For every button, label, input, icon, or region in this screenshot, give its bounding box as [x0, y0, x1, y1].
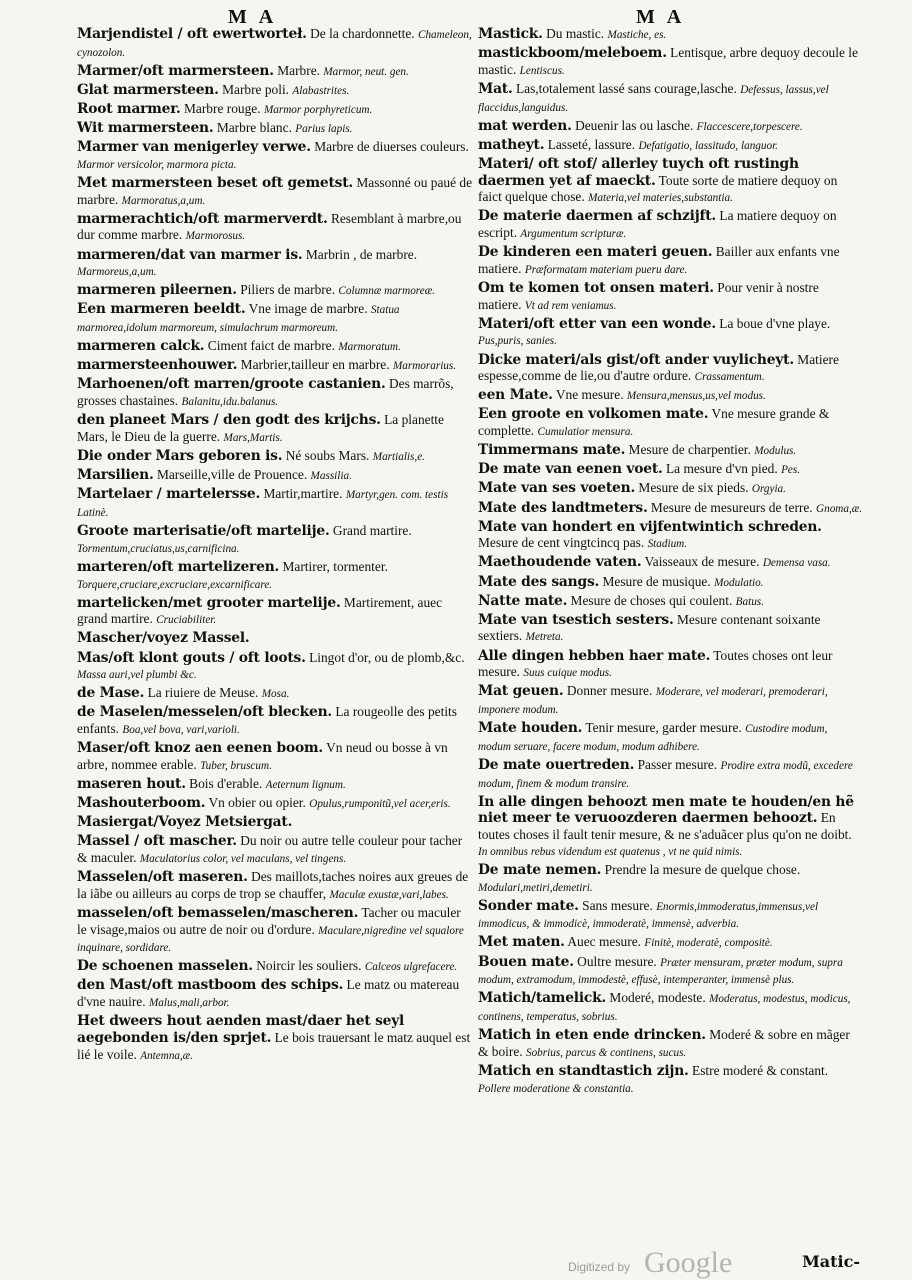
dictionary-entry	[77, 1013, 473, 1064]
entry-french: Vne image de marbre.	[248, 301, 368, 317]
entry-headword: De mate nemen.	[478, 861, 602, 878]
entry-latin: Statua marmorea,idolum marmoreum, simulachrum marmoreum.	[77, 304, 400, 335]
dictionary-entry	[478, 648, 862, 682]
entry-latin: Metreta.	[525, 631, 564, 644]
entry-latin: Crassamentum.	[694, 371, 765, 384]
dictionary-entry	[77, 120, 473, 138]
dictionary-entry	[478, 406, 862, 440]
dictionary-entry	[77, 338, 473, 356]
entry-headword: Mat.	[478, 80, 513, 97]
entry-headword: een Mate.	[478, 387, 553, 404]
entry-headword: marmerachtich/oft marmerverdt.	[77, 210, 328, 227]
entry-french: Bois d'erable.	[189, 775, 263, 791]
entry-headword: In alle dingen behoozt men mate te houden/en hẽ niet meer te veruoozderen daermen behoozt.	[478, 793, 854, 827]
dictionary-entry	[478, 593, 862, 611]
dictionary-entry	[478, 720, 862, 755]
entry-headword: Mastick.	[478, 26, 543, 42]
entry-latin: Alabastrites.	[292, 84, 350, 97]
entry-french: Vn obier ou opier.	[208, 795, 306, 811]
entry-french: Moderé & sobre en mãger & boire.	[478, 1027, 850, 1059]
entry-french: Mesure de musique.	[602, 573, 711, 589]
entry-headword: maseren hout.	[77, 775, 186, 792]
dictionary-entry	[77, 247, 473, 281]
entry-french: Noircir les souliers.	[256, 958, 362, 974]
entry-headword: Een groote en volkomen mate.	[478, 406, 709, 423]
dictionary-entry	[478, 387, 862, 405]
dictionary-entry	[77, 740, 473, 774]
header-right: M A	[636, 6, 686, 28]
dictionary-entry	[77, 650, 473, 684]
entry-latin: Gnoma,æ.	[816, 502, 863, 515]
entry-headword: Die onder Mars geboren is.	[77, 448, 283, 465]
dictionary-entry	[77, 486, 473, 521]
entry-headword: Mascher/voyez Massel.	[77, 630, 250, 647]
dictionary-entry	[77, 958, 473, 976]
left-column	[77, 26, 473, 1066]
entry-french: Mesure de choses qui coulent.	[570, 592, 733, 608]
dictionary-entry	[77, 523, 473, 557]
entry-headword: Mat geuen.	[478, 683, 564, 700]
entry-french: Marbre de diuerses couleurs.	[314, 139, 469, 155]
entry-headword: Mashouterboom.	[77, 795, 206, 812]
entry-headword: Een marmeren beeldt.	[77, 301, 246, 318]
entry-french: Marbre rouge.	[184, 100, 261, 116]
entry-headword: Martelaer / martelersse.	[77, 486, 261, 503]
entry-headword: mat werden.	[478, 117, 572, 134]
entry-french: La planette Mars, le Dieu de la guerre.	[77, 412, 444, 444]
dictionary-entry	[77, 905, 473, 957]
entry-french: Mesure de mesureurs de terre.	[650, 499, 813, 515]
header-left: M A	[228, 6, 278, 28]
entry-headword: Marsilien.	[77, 467, 154, 484]
entry-latin: Batus.	[735, 595, 764, 608]
dictionary-entry	[478, 554, 862, 572]
entry-french: Toutes choses ont leur mesure.	[478, 647, 833, 680]
dictionary-entry	[478, 990, 862, 1025]
entry-latin: Sobrius, parcus & continens, sucus.	[525, 1046, 687, 1059]
dictionary-entry	[478, 156, 862, 207]
entry-latin: Stadium.	[647, 538, 688, 551]
entry-latin: Modulari,metiri,demetiri.	[478, 881, 593, 894]
entry-french: Piliers de marbre.	[240, 282, 336, 298]
dictionary-entry	[77, 704, 473, 738]
entry-latin: Marmoratus,a,um.	[121, 194, 206, 207]
entry-headword: Mate van hondert en vijfentwintich schreden.	[478, 518, 822, 535]
dictionary-entry	[478, 519, 862, 553]
dictionary-entry	[77, 211, 473, 245]
entry-french: Marbre.	[277, 62, 320, 78]
entry-french: Donner mesure.	[566, 683, 653, 699]
dictionary-entry	[77, 833, 473, 867]
entry-french: Lingot d'or, ou de plomb,&c.	[309, 649, 465, 665]
entry-latin: Chameleon, cynozolon.	[77, 29, 472, 59]
digitized-by-text: Digitized by	[568, 1260, 631, 1274]
entry-french: Le bois trauersant le matz auquel est lié le voile.	[77, 1029, 471, 1062]
entry-latin: Massa auri,vel plumbi &c.	[77, 669, 197, 682]
entry-headword: Marmer van menigerley verwe.	[77, 139, 311, 156]
entry-french: Mesure de charpentier.	[628, 442, 751, 458]
dictionary-entry	[77, 795, 473, 813]
entry-french: Martirer, tormenter.	[282, 558, 388, 574]
entry-headword: Maethoudende vaten.	[478, 554, 642, 571]
dictionary-entry	[478, 1027, 862, 1061]
entry-headword: Groote marterisatie/oft martelije.	[77, 523, 330, 540]
entry-latin: Balanitu,idu.balanus.	[181, 396, 279, 409]
dictionary-entry	[478, 862, 862, 896]
entry-latin: Tuber, bruscum.	[200, 759, 272, 772]
entry-french: Pour venir à nostre matiere.	[478, 279, 819, 312]
entry-french: Des maillots,taches noires aux greues de la iãbe ou ailleurs au corps de trop se chauffer,	[77, 869, 469, 901]
entry-french: Matiere espesse,comme de lie,ou d'autre ordure.	[478, 351, 839, 384]
entry-french: Mesure contenant soixante sextiers.	[478, 611, 821, 644]
entry-french: Ciment faict de marbre.	[207, 338, 335, 354]
entry-headword: matheyt.	[478, 136, 545, 153]
entry-french: Lasseté, lassure.	[547, 136, 636, 152]
entry-latin: Aeternum lignum.	[265, 778, 346, 791]
entry-latin: Marmorarius.	[392, 360, 457, 373]
entry-headword: De mate van eenen voet.	[478, 461, 663, 478]
entry-french: Sans mesure.	[582, 897, 653, 913]
dictionary-entry	[478, 500, 862, 518]
dictionary-entry	[77, 448, 473, 466]
entry-french: Né soubs Mars.	[285, 448, 370, 464]
entry-french: Moderé, modeste.	[609, 990, 706, 1006]
entry-french: Marseille,ville de Prouence.	[156, 467, 308, 483]
entry-french: Tenir mesure, garder mesure.	[585, 720, 742, 736]
dictionary-entry	[77, 26, 473, 61]
entry-headword: Dicke materi/als gist/oft ander vuylicheyt.	[478, 351, 794, 368]
entry-latin: Enormis,immoderatus,immensus,vel immodicus, & immodicè, immoderatè, immensè, adverbia.	[478, 900, 819, 931]
dictionary-entry	[77, 139, 473, 173]
entry-headword: Alle dingen hebben haer mate.	[478, 647, 711, 664]
running-header	[0, 6, 912, 26]
entry-french: Le matz ou matereau d'vne nauire.	[77, 977, 460, 1010]
entry-french: Estre moderé & constant.	[692, 1062, 829, 1078]
entry-latin: Marmor versicolor, marmora picta.	[77, 158, 237, 171]
entry-french: Mesure de six pieds.	[638, 480, 749, 496]
dictionary-entry	[77, 977, 473, 1011]
entry-headword: den Mast/oft mastboom des schips.	[77, 977, 344, 994]
dictionary-entry	[478, 137, 862, 155]
entry-headword: Glat marmersteen.	[77, 81, 219, 98]
entry-headword: De mate ouertreden.	[478, 756, 635, 773]
dictionary-entry	[77, 63, 473, 81]
entry-latin: Argumentum scripturæ.	[520, 228, 627, 241]
entry-french: Martir,martire.	[263, 486, 343, 502]
entry-french: Tacher ou maculer le visage,maios ou autre de noir ou d'ordure.	[77, 904, 461, 937]
entry-french: Vne mesure.	[555, 387, 624, 403]
entry-french: Marbrier,tailleur en marbre.	[240, 357, 390, 373]
catchword: Matic-	[802, 1252, 860, 1271]
entry-latin: Marmoreus,a,um.	[77, 266, 157, 279]
entry-latin: Defatigatio, lassitudo, languor.	[638, 139, 778, 152]
entry-headword: marteren/oft martelizeren.	[77, 558, 280, 575]
dictionary-entry	[478, 352, 862, 386]
entry-headword: De materie daermen af schzijft.	[478, 208, 717, 225]
dictionary-entry	[478, 757, 862, 792]
entry-latin: In omnibus rebus videndum est quatenus , vt ne quid nimis.	[478, 845, 743, 858]
entry-headword: Het dweers hout aenden mast/daer het seyl aegebonden is/den sprjet.	[77, 1013, 405, 1046]
entry-latin: Pollere moderatione & constantia.	[478, 1082, 634, 1095]
entry-french: Vaisseaux de mesure.	[644, 554, 760, 570]
entry-french: Martirement, auec grand martire.	[77, 594, 443, 627]
entry-french: La boue d'vne playe.	[719, 315, 831, 331]
entry-latin: Vt ad rem veniamus.	[524, 299, 617, 312]
entry-headword: mastickboom/meleboem.	[478, 45, 667, 62]
entry-latin: Modulatio.	[714, 576, 764, 589]
entry-headword: Met maten.	[478, 934, 565, 951]
entry-french: La rougeolle des petits enfants.	[77, 704, 457, 737]
entry-french: Des marrõs, grosses chastaines.	[77, 376, 454, 409]
entry-french: Marbrin , de marbre.	[305, 246, 418, 262]
entry-latin: Parius lapis.	[295, 123, 353, 136]
entry-headword: Mate houden.	[478, 720, 583, 737]
entry-headword: Marhoenen/oft marren/groote castanien.	[77, 376, 386, 393]
entry-latin: Moderare, vel moderari, premoderari, imponere modum.	[478, 686, 828, 716]
entry-headword: Materi/ oft stof/ allerley tuych oft rustingh daermen yet af maeckt.	[478, 155, 799, 189]
entry-latin: Mars,Martis.	[223, 431, 283, 444]
entry-latin: Cruciabiliter.	[156, 614, 217, 627]
entry-latin: Marmorosus.	[185, 230, 246, 243]
entry-latin: Mensura,mensus,us,vel modus.	[626, 390, 766, 403]
entry-latin: Tormentum,cruciatus,us,carnificina.	[77, 542, 240, 555]
entry-headword: Matich/tamelick.	[478, 990, 607, 1007]
entry-french: Mesure de cent vingtcincq pas.	[478, 535, 645, 551]
entry-headword: Mas/oft klont gouts / oft loots.	[77, 649, 306, 666]
entry-latin: Marmoratum.	[338, 341, 401, 354]
entry-french: Toute sorte de matiere dequoy on faict quelque chose.	[478, 172, 838, 205]
entry-headword: Bouen mate.	[478, 953, 574, 970]
entry-french: Du mastic.	[546, 26, 605, 41]
entry-latin: Boa,vel bova, vari,varioli.	[122, 724, 240, 737]
dictionary-entry	[77, 869, 473, 903]
entry-latin: Marmor, neut. gen.	[323, 65, 409, 78]
dictionary-entry	[478, 954, 862, 989]
entry-headword: marmeren/dat van marmer is.	[77, 246, 303, 263]
entry-french: La riuiere de Meuse.	[147, 685, 259, 701]
entry-headword: Marjendistel / oft ewertworteł.	[77, 26, 307, 42]
entry-latin: Orgyia.	[751, 483, 786, 496]
entry-headword: De kinderen een materi geuen.	[478, 244, 713, 261]
entry-french: Resemblant à marbre,ou dur comme marbre.	[77, 210, 462, 243]
entry-headword: Mate des sangs.	[478, 573, 600, 590]
entry-french: Deuenir las ou lasche.	[575, 117, 694, 133]
entry-headword: Matich in eten ende drincken.	[478, 1027, 706, 1044]
dictionary-entry	[77, 559, 473, 593]
entry-latin: Lentiscus.	[519, 64, 565, 77]
entry-headword: Sonder mate.	[478, 897, 579, 914]
entry-headword: Wit marmersteen.	[77, 120, 214, 137]
entry-latin: Moderatus, modestus, modicus, continens, temperatus, sobrius.	[478, 993, 851, 1024]
entry-french: Auec mesure.	[567, 934, 641, 950]
dictionary-entry	[77, 814, 473, 832]
dictionary-entry	[478, 26, 862, 44]
dictionary-entry	[478, 280, 862, 314]
entry-latin: Defessus, lassus,vel flaccidus,languidus.	[478, 83, 829, 114]
entry-headword: Massel / oft mascher.	[77, 833, 237, 850]
entry-latin: Cumulatior mensura.	[537, 426, 634, 439]
entry-headword: Mate van ses voeten.	[478, 480, 636, 497]
entry-french: De la chardonnette.	[310, 26, 415, 41]
dictionary-entry	[478, 898, 862, 933]
entry-latin: Maculare,nigredine vel squalore inquinare, sordidare.	[77, 924, 464, 955]
entry-latin: Suus cuique modus.	[523, 667, 612, 680]
entry-latin: Materia,vel materies,substantia.	[588, 192, 733, 205]
entry-headword: Masselen/oft maseren.	[77, 869, 248, 886]
dictionary-entry	[77, 82, 473, 100]
entry-latin: Martyr,gen. com. testis Latinè.	[77, 489, 449, 519]
entry-french: Oultre mesure.	[577, 953, 657, 969]
dictionary-entry	[77, 776, 473, 794]
entry-headword: Mate van tsestich sesters.	[478, 611, 674, 628]
entry-french: Vn neud ou bosse à vn arbre, nommee erable.	[77, 740, 448, 772]
entry-french: Las,totalement lassé sans courage,lasche.	[515, 80, 737, 96]
google-logo-text: Google	[644, 1246, 733, 1279]
entry-french: Vne mesure grande & complette.	[478, 406, 830, 439]
entry-french: Bailler aux enfants vne matiere.	[478, 244, 840, 276]
entry-headword: marmeren calck.	[77, 338, 205, 355]
entry-french: Prendre la mesure de quelque chose.	[604, 861, 801, 877]
dictionary-entry	[478, 794, 862, 861]
entry-headword: Mate des landtmeters.	[478, 499, 648, 516]
entry-headword: de Maselen/messelen/oft blecken.	[77, 704, 333, 721]
dictionary-entry	[478, 316, 862, 350]
entry-headword: martelicken/met grooter martelije.	[77, 594, 341, 611]
entry-headword: De schoenen masselen.	[77, 958, 253, 975]
entry-french: Grand martire.	[332, 523, 412, 539]
dictionary-entry	[478, 45, 862, 79]
dictionary-entry	[478, 574, 862, 592]
entry-headword: de Mase.	[77, 685, 145, 702]
digitized-watermark	[568, 1248, 768, 1278]
entry-latin: Maculatorius color, vel maculans, vel tingens.	[139, 852, 347, 865]
dictionary-entry	[478, 683, 862, 718]
dictionary-entry	[478, 461, 862, 479]
entry-latin: Mastiche, es.	[607, 29, 667, 41]
dictionary-entry	[77, 357, 473, 375]
entry-latin: Calceos ulgrefacere.	[364, 961, 458, 974]
entry-french: Marbre poli.	[222, 81, 290, 97]
dictionary-entry	[77, 412, 473, 446]
entry-latin: Modulus.	[754, 445, 797, 458]
entry-french: La matiere dequoy on escript.	[478, 208, 837, 241]
entry-french: Passer mesure.	[637, 756, 718, 772]
entry-headword: marmersteenhouwer.	[77, 357, 238, 374]
entry-headword: Marmer/oft marmersteen.	[77, 62, 274, 79]
entry-french: Lentisque, arbre dequoy decoule le mastic.	[478, 45, 858, 77]
entry-latin: Prodire extra modũ, excedere modum, finem & modum transire.	[478, 759, 853, 790]
entry-latin: Massilia.	[310, 470, 352, 483]
dictionary-entry	[77, 376, 473, 410]
entry-french: Massonné ou paué de marbre.	[77, 174, 473, 207]
entry-latin: Præter mensuram, præter modum, supra modum, extramodum, immodestè, effusè, intemperanter, immensè plus.	[478, 956, 843, 987]
entry-french: Marbre blanc.	[216, 120, 292, 136]
entry-latin: Martialis,e.	[372, 451, 425, 464]
entry-headword: Om te komen tot onsen materi.	[478, 279, 714, 296]
entry-french: En toutes choses il fault tenir mesure, & ne s'aduãcer plus qu'on ne doibt.	[478, 810, 852, 843]
dictionary-entry	[478, 208, 862, 242]
entry-latin: Pus,puris, sanies.	[478, 335, 557, 348]
entry-headword: Timmermans mate.	[478, 442, 626, 459]
dictionary-entry	[478, 81, 862, 116]
entry-headword: Masiergat/Voyez Metsiergat.	[77, 814, 293, 831]
entry-headword: Root marmer.	[77, 100, 181, 117]
dictionary-entry	[478, 118, 862, 136]
dictionary-entry	[478, 1063, 862, 1097]
entry-headword: marmeren pileernen.	[77, 282, 237, 299]
entry-latin: Torquere,cruciare,excruciare,excarnificare.	[77, 578, 273, 591]
entry-headword: Materi/oft etter van een wonde.	[478, 315, 716, 332]
dictionary-entry	[478, 934, 862, 952]
dictionary-entry	[77, 630, 473, 648]
entry-latin: Demensa vasa.	[762, 557, 831, 570]
dictionary-entry	[77, 101, 473, 119]
entry-french: La mesure d'vn pied.	[665, 461, 778, 477]
dictionary-entry	[478, 244, 862, 278]
dictionary-entry	[77, 595, 473, 629]
entry-headword: Natte mate.	[478, 592, 568, 609]
entry-headword: Matich en standtastich zijn.	[478, 1062, 689, 1079]
dictionary-entry	[77, 175, 473, 209]
dictionary-entry	[77, 301, 473, 336]
entry-latin: Malus,mali,arbor.	[148, 997, 230, 1010]
entry-latin: Columnæ marmoreæ.	[338, 285, 435, 298]
entry-headword: den planeet Mars / den godt des krijchs.	[77, 412, 381, 429]
entry-latin: Pes.	[781, 464, 801, 477]
entry-headword: masselen/oft bemasselen/mascheren.	[77, 904, 359, 921]
entry-latin: Marmor porphyreticum.	[263, 103, 373, 116]
entry-latin: Custodire modum, modum seruare, facere modum, modum adhibere.	[478, 723, 828, 753]
dictionary-entry	[478, 480, 862, 498]
dictionary-entry	[478, 612, 862, 646]
entry-latin: Maculæ exustæ,vari,labes.	[329, 888, 449, 901]
right-column	[478, 26, 862, 1099]
entry-french: Du noir ou autre telle couleur pour tacher & maculer.	[77, 833, 463, 865]
entry-latin: Flaccescere,torpescere.	[696, 120, 803, 133]
entry-latin: Antemna,æ.	[140, 1049, 194, 1062]
entry-latin: Opulus,rumponitũ,vel acer,eris.	[309, 798, 451, 811]
dictionary-entry	[478, 442, 862, 460]
dictionary-entry	[77, 282, 473, 300]
entry-headword: Met marmersteen beset oft gemetst.	[77, 174, 353, 191]
entry-latin: Præformatam materiam pueru dare.	[524, 263, 688, 276]
entry-headword: Maser/oft knoz aen eenen boom.	[77, 740, 324, 757]
dictionary-entry	[77, 685, 473, 703]
dictionary-entry	[77, 467, 473, 485]
entry-latin: Finitè, moderatè, compositè.	[644, 937, 773, 950]
entry-latin: Mosa.	[261, 688, 290, 701]
